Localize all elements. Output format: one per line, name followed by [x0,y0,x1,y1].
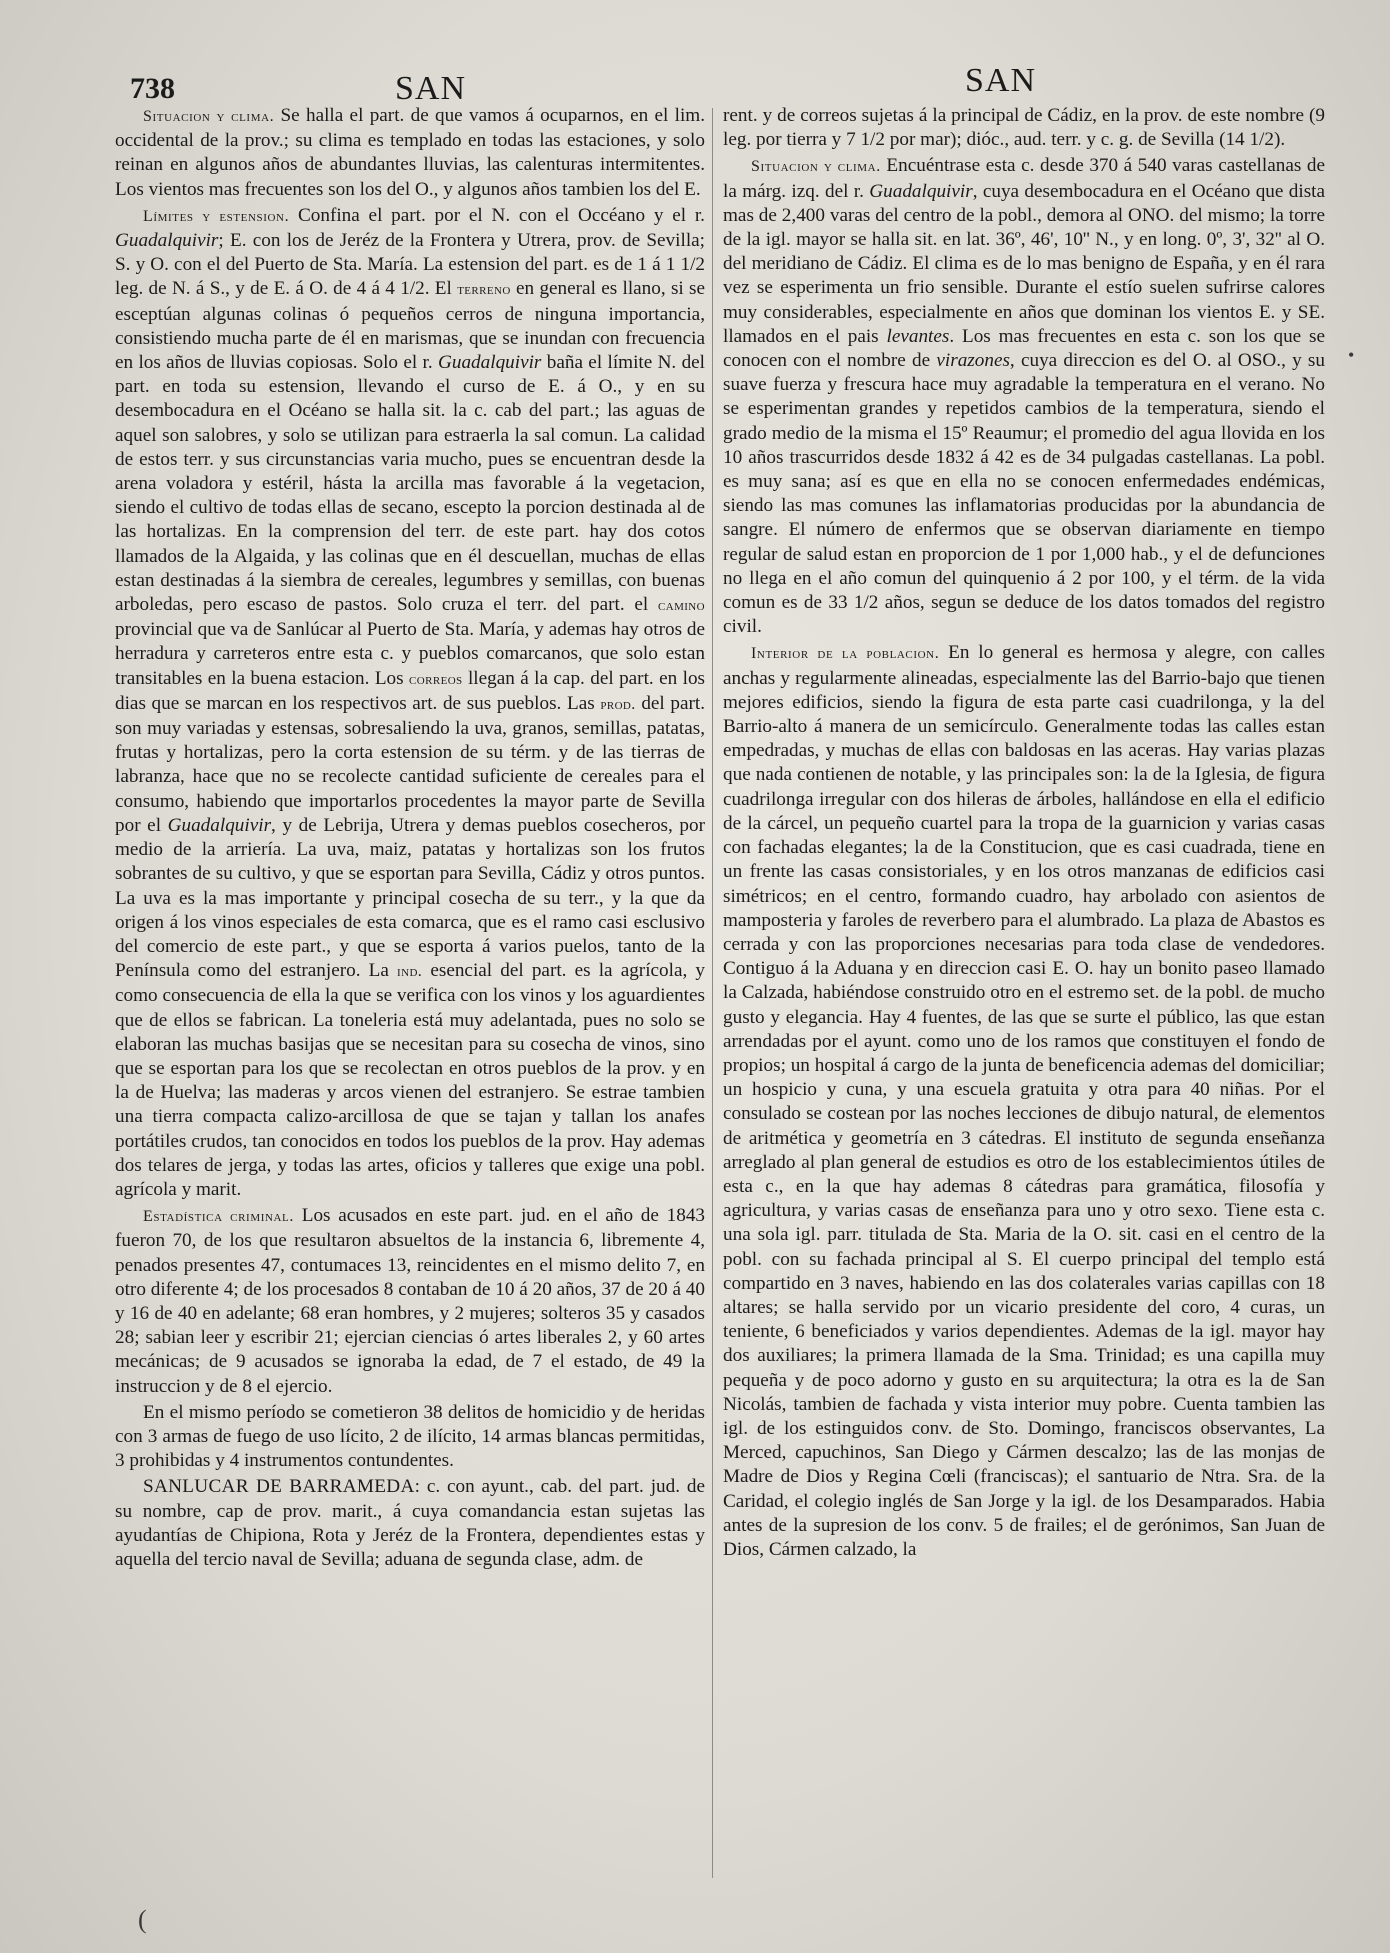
paragraph-text: , y de Lebrija, Utrera y demas pueblos cosecheros, por medio de la arriería. La uva, maiz, patatas y hortalizas son los frutos sobrantes de su cultivo, y que se esportan para Sevilla, Cádiz y otros puntos. La uva es la mas importante y principal cosecha de su terr., y la que da origen á los vinos especiales de esta comarca, que es el ramo casi esclusivo del comercio de este part., y que se esporta á varios puelos, tanto de la Península como del estranjero. La [115,814,705,982]
paragraph-estadistica [115,1204,705,1399]
keyword-camino: camino [657,597,705,615]
section-heading: Situacion y clima. [143,108,275,125]
wind-name: levantes [886,325,950,347]
paragraph-text: ; E. con los de Jeréz de la Frontera y Utrera, prov. de Sevilla; S. y O. con el del Puerto de Sta. María. La estension del part. es de 1 á 1 1/2 leg. de N. á S., y de E. á O. de 4 á 4 1/2. El [115,230,705,300]
river-name: Guadalquivir [438,352,542,374]
paragraph-situacion-city [723,154,1325,639]
paragraph-text: del part. son muy variadas y estensas, sobresaliendo la uva, granos, semillas, patatas, frutas y hortalizas, pero la corta estension de su térm. y de las tierras de labranza, hace que no se recolecte cantidad suficiente de cereales para el consumo, habiendo que importarlos procedentes la mayor parte de Sevilla por el [115,692,705,836]
entry-title: SANLUCAR DE BARRAMEDA [143,1476,415,1498]
paragraph-text: Encuéntrase esta c. desde 370 á 540 varas castellanas de la márg. izq. del r. [723,155,1325,202]
left-column [115,104,705,1904]
ink-mark: ( [138,1905,147,1934]
paragraph-interior [723,641,1325,1562]
section-heading: Estadística criminal. [143,1208,294,1226]
paragraph-text: llegan á la cap. del part. en los dias que se marcan en los respectivos art. de sus pueblos. Las [115,667,705,714]
river-name: Guadalquivir [167,814,272,836]
paragraph-text: rent. y de correos sujetas á la principal de Cádiz, en la prov. de este nombre (9 leg. por tierra y 7 1/2 por mar); dióc., aud. terr. y c. g. de Sevilla (14 1/2). [723,105,1325,151]
paragraph-continuation [723,104,1325,152]
paragraph-text: en general es llano, si se esceptúan algunas colinas ó pequeños cerros de ninguna importancia, consistiendo mucha parte de él en marismas, que se inundan con frecuencia en los años de lluvias copiosas. Solo el r. [115,278,705,374]
paragraph-text: , cuya direccion es del O. al OSO., y su suave fuerza y frescura hace muy agradable la temperatura en el verano. No se esperimentan grandes y repetidos cambios de la temperatura, siendo el grado medio de la misma el 15º Reaumur; el promedio del agua llovida en los 10 años trascurridos desde 1832 á 42 es de 34 pulgadas castellanas. La pobl. es muy sana; así es que en ella no se conocen enfermedades endémicas, siendo las mas comunes las inflamatorias producidas por la abundancia de sangre. El número de enfermos que se observan diariamente en tiempo regular de salud estan en proporcion de 1 por 1,000 hab., y el de defunciones no llega en el año comun del quinquenio á 2 por 100, y el térm. de la vida comun es de 33 1/2 años, segun se deduce de los datos tomados del registro civil. [723,350,1325,638]
wind-name: virazones [936,350,1010,372]
running-head-left: SAN [395,70,467,107]
paragraph-text: , cuya desembocadura en el Océano que dista mas de 2,400 varas del centro de la pobl., demora al ONO. del mismo; la torre de la igl. mayor se halla sit. en lat. 36º, 46', 10'' N., y en long. 0º, 3', 32'' al O. del meridiano de Cádiz. El clima es de lo mas benigno de España, y en él rara vez se esperimenta un frio sensible. Durante el estío suelen sufrirse calores muy considerables, especialmente en años que dominan los vientos E. y SE. llamados en el pais [723,180,1325,347]
river-name: Guadalquivir [869,180,973,202]
keyword-ind: ind. [397,963,423,981]
paragraph-text: En el mismo período se cometieron 38 delitos de homicidio y de heridas con 3 armas de fuego de uso lícito, 2 de ilícito, 14 armas blancas permitidas, 3 prohibidas y 4 instrumentos contundentes. [115,1401,705,1472]
section-heading: Límites y estension. [143,207,290,225]
page-number: 738 [130,72,175,105]
paragraph-situacion [115,104,705,202]
column-divider [712,108,713,1878]
paragraph-text: En lo general es hermosa y alegre, con calles anchas y regularmente alineadas, especialmente las del Barrio-bajo que tienen mejores edificios, siendo la figura de esta parte casi cuadrilonga, y la del Barrio-alto á manera de un semicírculo. Generalmente todas las calles estan empedradas, y muchas de ellas con baldosas en las aceras. Hay varias plazas que nada contienen de notable, y las principales son: la de la Iglesia, de figura cuadrilonga irregular con dos hileras de árboles, hallándose en ella el edificio de la cárcel, un pequeño cuartel para la tropa de la guarnicion y varias casas con fachadas elegantes; la de la Constitucion, que es casi cuadrada, tiene en un frente las casas consistoriales, y en los otros manzanas de edificios casi simétricos; en el centro, formando cuadro, hay arbolado con asientos de mamposteria y faroles de reverbero para el alumbrado. La plaza de Abastos es cerrada y con las proporciones necesarias para toda clase de vendedores. Contiguo á la Aduana y en direccion casi E. O. hay un bonito paseo llamado la Calzada, habiéndose construido otro en el estremo set. de la pobl. de mucho gusto y elegancia. Hay 4 fuentes, de las que se surte el público, las que estan arrendadas por el ayunt. como uno de los ramos que constituyen el fondo de propios; un hospital á cargo de la junta de beneficencia ademas del domiciliar; un hospicio y cuna, y una escuela gratuita y otra para 40 niñas. Por el consulado se costean por las noches lecciones de dibujo natural, de elementos de aritmética y geometría en 3 cátedras. El instituto de segunda enseñanza arreglado al plan general de estudios es otro de los establecimientos útiles de esta c., en la que hay ademas 8 cátedras para gramática, filosofía y agricultura, y varias casas de enseñanza para uno y otro sexo. Tiene esta c. una sola igl. parr. titulada de Sta. Maria de la O. sit. casi en el centro de la pobl. con su fachada principal al S. El cuerpo principal del templo está compartido en 3 naves, habiendo en las dos colaterales varias capillas con 18 altares; se halla servido por un vicario presidente del coro, 4 curas, un teniente, 6 beneficiados y varios dependientes. Ademas de la igl. mayor hay dos auxiliares; la primera llamada de la Sma. Trinidad; es una capilla muy pequeña y de poco adorno y gusto en su arquitectura; la otra es la de San Nicolás, tambien de fachada y vista interior muy pobre. Cuenta tambien las igl. de los estinguidos conv. de Sto. Domingo, franciscos observantes, La Merced, capuchinos, San Diego y Cármen descalzo; las de las monjas de Madre de Dios y Regina Cœli (franciscas); el santuario de Ntra. Sra. de la Caridad, el colegio inglés de San Jorge y la igl. de los Desamparados. Habia antes de la supresion de los conv. 5 de frailes; el de gerónimos, San Juan de Dios, Cármen calzado, la [723,642,1325,1560]
paragraph-text: baña el límite N. del part. en toda su estension, llevando el curso de E. á O., y en su desembocadura en el Océano se halla sit. la c. cab del part.; las aguas de aquel son salobres, y solo se utilizan para estraerla la sal comun. La calidad de estos terr. y sus circunstancias varia mucho, pues se encuentran desde la arena voladora y estéril, hásta la arcilla mas favorable á la vegetacion, siendo el cultivo de todas ellas de secano, escepto la porcion destinada al de las hortalizas. En la comprension del terr. de este part. hay dos cotos llamados de la Algaida, y las colinas que en él descuellan, muchas de ellas estan destinadas á la siembra de cereales, legumbres y semillas, con buenas arboledas, pero escaso de pastos. Solo cruza el terr. del part. el [115,352,705,616]
right-column [723,104,1325,1904]
paragraph-limites [115,204,705,1202]
section-heading: Interior de la poblacion. [751,645,940,663]
paragraph-text: . Los mas frecuentes en esta c. son los que se conocen con el nombre de [723,325,1325,372]
paragraph-sanlucar [115,1475,705,1572]
paragraph-text: Se halla el part. de que vamos á ocuparnos, en el lim. occidental de la prov.; su clima es templado en todas las estaciones, y solo reinan en algunos años de abundantes lluvias, las calenturas intermitentes. Los vientos mas frecuentes son los del O., y algunos años tambien los del E. [115,105,705,200]
keyword-correos: correos [409,670,463,688]
ink-mark: • [1348,345,1355,365]
paragraph-text: Confina el part. por el N. con el Occéano y el r. [297,204,705,226]
paragraph-estadistica-2 [115,1401,705,1474]
paragraph-text: : c. con ayunt., cab. del part. jud. de su nombre, cap de prov. marit., á cuya comandancia estan sujetas las ayudantías de Chipiona, Rota y Jeréz de la Frontera, dependientes estas y aquella del tercio naval de Sevilla; aduana de segunda clase, adm. de [115,1476,705,1570]
paragraph-text: provincial que va de Sanlúcar al Puerto de Sta. María, y ademas hay otros de herradura y carreteros entre esta c. y pueblos comarcanos, que solo estan transitables en la buena estacion. Los [115,619,705,689]
river-name: Guadalquivir [115,230,219,252]
paragraph-text: esencial del part. es la agrícola, y como consecuencia de ella la que se verifica con los vinos y los aguardientes que de ellos se fabrican. La toneleria está muy adelantada, pues no solo se elaboran las muchas basijas que se necesitan para su cosecha de vinos, sino que se esportan para los que se recolectan en otros pueblos de la prov. y en la de Huelva; las maderas y arcos vienen del estranjero. Se estrae tambien una tierra compacta calizo-arcillosa de que se tajan y tallan los anafes portátiles crudos, tan conocidos en todos los pueblos de la prov. Hay ademas dos telares de jerga, y todas las artes, oficios y talleres que exige una pobl. agrícola y marit. [115,960,705,1200]
running-head-right: SAN [965,62,1037,99]
keyword-terreno: terreno [457,281,511,299]
paragraph-text: Los acusados en este part. jud. en el año de 1843 fueron 70, de los que resultaron absueltos de la instancia 6, libremente 4, penados presentes 47, contumaces 13, reincidentes en el mismo delito 7, en otro diferente 4; de los procesados 8 contaban de 10 á 20 años, 37 de 20 á 40 y 16 de 40 en adelante; 68 eran hombres, y 2 mujeres; solteros 35 y casados 28; sabian leer y escribir 21; ejercian ciencias ó artes liberales 2, y 60 artes mecánicas; de 9 acusados se ignoraba la edad, de 7 el estado, de 49 la instruccion y de 8 el ejercio. [115,1205,705,1397]
section-heading: Situacion y clima. [751,158,881,176]
keyword-prod: prod. [600,695,636,713]
